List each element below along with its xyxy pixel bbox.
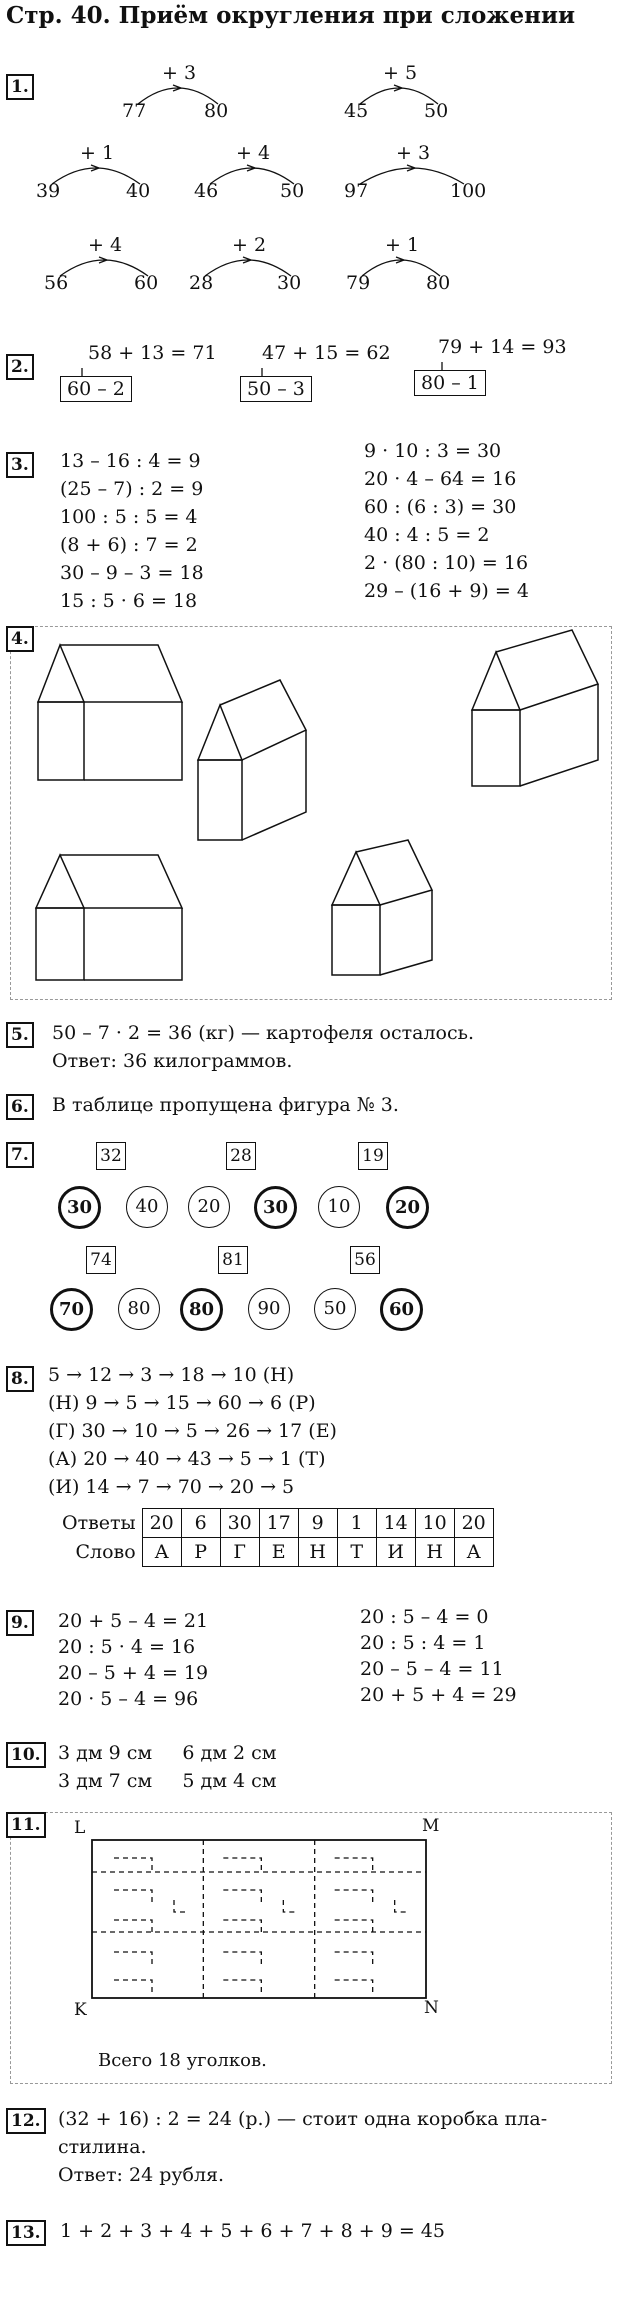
task-11-text: Всего 18 уголков. — [98, 2050, 267, 2071]
answer-cell: 20 — [454, 1509, 493, 1538]
task-5-line-2: Ответ: 36 килограммов. — [52, 1050, 293, 1072]
arc-to-number: 60 — [134, 272, 159, 294]
task-7-square: 74 — [86, 1246, 116, 1274]
task-3-left-line: (8 + 6) : 7 = 2 — [60, 534, 198, 556]
answers-label: Ответы — [62, 1512, 136, 1534]
letter-cell: А — [454, 1538, 493, 1567]
task-7-circle: 30 — [254, 1186, 297, 1229]
task-5-line-1: 50 – 7 · 2 = 36 (кг) — картофеля осталось. — [52, 1022, 474, 1044]
task-8-chain-line: (Г) 30 → 10 → 5 → 26 → 17 (Е) — [48, 1420, 337, 1442]
arc-arrow — [360, 168, 464, 184]
task-7-circle: 50 — [314, 1288, 356, 1330]
answer-cell: 10 — [415, 1509, 454, 1538]
letter-cell: Г — [220, 1538, 259, 1567]
task-3-left-line: 100 : 5 : 5 = 4 — [60, 506, 198, 528]
arc-from-number: 28 — [189, 272, 214, 294]
letter-cell: Н — [298, 1538, 337, 1567]
task-3-right-line: 40 : 4 : 5 = 2 — [364, 524, 490, 546]
corner-mark-icon — [335, 1952, 373, 1964]
task-1-arcs-svg — [0, 0, 622, 330]
task-3-right-line: 9 · 10 : 3 = 30 — [364, 440, 502, 462]
arc-step-label: + 1 — [80, 142, 115, 164]
task-3-left-line: 13 – 16 : 4 = 9 — [60, 450, 201, 472]
arc-step-label: + 3 — [396, 142, 431, 164]
task-4-label: 4. — [6, 626, 34, 652]
task-8-chain-line: 5 → 12 → 3 → 18 → 10 (Н) — [48, 1364, 295, 1386]
task-5-label: 5. — [6, 1022, 34, 1048]
answer-cell: 6 — [181, 1509, 220, 1538]
task-7-circle: 20 — [386, 1186, 429, 1229]
arc-from-number: 79 — [346, 272, 371, 294]
arc-step-label: + 4 — [236, 142, 271, 164]
task-7-circle: 60 — [380, 1288, 423, 1331]
arc-to-number: 40 — [126, 180, 151, 202]
task-12-line-1: (32 + 16) : 2 = 24 (р.) — стоит одна коробка пла- — [58, 2108, 548, 2130]
letter-cell: Е — [259, 1538, 298, 1567]
corner-mark-icon — [174, 1900, 186, 1912]
task-7-square: 28 — [226, 1142, 256, 1170]
arc-from-number: 46 — [194, 180, 219, 202]
arc-to-number: 30 — [277, 272, 302, 294]
task-3-right-line: 2 · (80 : 10) = 16 — [364, 552, 529, 574]
task-8-chain-line: (И) 14 → 7 → 70 → 20 → 5 — [48, 1476, 295, 1498]
corner-mark-icon — [223, 1920, 261, 1932]
task-11-label: 11. — [6, 1812, 46, 1838]
task-12-line-3: Ответ: 24 рубля. — [58, 2164, 225, 2186]
corner-label-k: K — [74, 2000, 87, 2020]
task-2-box-1: 60 – 2 — [60, 376, 132, 402]
corner-mark-icon — [114, 1890, 152, 1902]
page-title: Стр. 40. Приём округления при сложении — [6, 2, 576, 29]
task-7-square: 32 — [96, 1142, 126, 1170]
corner-label-l: L — [74, 1818, 86, 1838]
letter-cell: И — [376, 1538, 415, 1567]
rectangle-klmn — [92, 1840, 426, 1998]
corner-mark-icon — [223, 1980, 261, 1992]
corner-mark-icon — [335, 1858, 373, 1870]
letter-cell: Н — [415, 1538, 454, 1567]
task-2-eq-2: 47 + 15 = 62 — [262, 342, 391, 364]
task-13-label: 13. — [6, 2220, 46, 2246]
arc-from-number: 97 — [344, 180, 369, 202]
arc-to-number: 80 — [426, 272, 451, 294]
task-3-left-line: 15 : 5 · 6 = 18 — [60, 590, 198, 612]
task-7-square: 81 — [218, 1246, 248, 1274]
task-9-right-line: 20 – 5 – 4 = 11 — [360, 1658, 504, 1680]
arc-step-label: + 2 — [232, 234, 267, 256]
corner-mark-icon — [223, 1858, 261, 1870]
corner-mark-icon — [223, 1952, 261, 1964]
task-9-left-line: 20 : 5 · 4 = 16 — [58, 1636, 196, 1658]
task-10-line-1: 3 дм 9 см 6 дм 2 см — [58, 1742, 277, 1764]
arc-from-number: 39 — [36, 180, 61, 202]
task-2-box-2: 50 – 3 — [240, 376, 312, 402]
answer-cell: 14 — [376, 1509, 415, 1538]
corner-label-m: M — [422, 1816, 440, 1836]
answer-cell: 30 — [220, 1509, 259, 1538]
task-7-circle: 10 — [318, 1186, 360, 1228]
corner-mark-icon — [335, 1980, 373, 1992]
task-7-circle: 80 — [180, 1288, 223, 1331]
corner-mark-icon — [335, 1890, 373, 1902]
task-7-square: 56 — [350, 1246, 380, 1274]
task-6-text: В таблице пропущена фигура № 3. — [52, 1094, 399, 1116]
task-9-label: 9. — [6, 1610, 34, 1636]
corner-mark-icon — [114, 1920, 152, 1932]
arc-step-label: + 3 — [162, 62, 197, 84]
arc-from-number: 45 — [344, 100, 369, 122]
task-9-right-line: 20 + 5 + 4 = 29 — [360, 1684, 517, 1706]
corner-mark-icon — [335, 1920, 373, 1932]
task-3-label: 3. — [6, 452, 34, 478]
task-2-eq-1: 58 + 13 = 71 — [88, 342, 217, 364]
task-10-line-2: 3 дм 7 см 5 дм 4 см — [58, 1770, 277, 1792]
answer-cell: 20 — [142, 1509, 181, 1538]
task-3-right-line: 20 · 4 – 64 = 16 — [364, 468, 517, 490]
task-7-circle: 30 — [58, 1186, 101, 1229]
corner-mark-icon — [114, 1952, 152, 1964]
corner-mark-icon — [114, 1980, 152, 1992]
task-2-label: 2. — [6, 354, 34, 380]
letter-cell: А — [142, 1538, 181, 1567]
task-7-circle: 20 — [188, 1186, 230, 1228]
arc-to-number: 50 — [424, 100, 449, 122]
task-7-square: 19 — [358, 1142, 388, 1170]
task-9-left-line: 20 + 5 – 4 = 21 — [58, 1610, 209, 1632]
task-2-box-3: 80 – 1 — [414, 370, 486, 396]
task-3-right-line: 60 : (6 : 3) = 30 — [364, 496, 517, 518]
arc-step-label: + 1 — [385, 234, 420, 256]
task-12-line-2: стилина. — [58, 2136, 147, 2158]
task-9-right-line: 20 : 5 : 4 = 1 — [360, 1632, 486, 1654]
corner-mark-icon — [395, 1900, 407, 1912]
task-7-circle: 90 — [248, 1288, 290, 1330]
task-7-circle: 80 — [118, 1288, 160, 1330]
task-7-circle: 40 — [126, 1186, 168, 1228]
task-9-left-line: 20 – 5 + 4 = 19 — [58, 1662, 209, 1684]
letter-cell: Р — [181, 1538, 220, 1567]
arc-to-number: 80 — [204, 100, 229, 122]
corner-mark-icon — [283, 1900, 295, 1912]
task-9-right-line: 20 : 5 – 4 = 0 — [360, 1606, 489, 1628]
corner-mark-icon — [114, 1858, 152, 1870]
arc-to-number: 100 — [450, 180, 487, 202]
task-13-text: 1 + 2 + 3 + 4 + 5 + 6 + 7 + 8 + 9 = 45 — [60, 2220, 445, 2242]
arc-step-label: + 4 — [88, 234, 123, 256]
task-8-label: 8. — [6, 1366, 34, 1392]
task-3-right-line: 29 – (16 + 9) = 4 — [364, 580, 529, 602]
corner-label-n: N — [424, 1998, 439, 2018]
task-7-label: 7. — [6, 1142, 34, 1168]
task-12-label: 12. — [6, 2108, 46, 2134]
answer-cell: 9 — [298, 1509, 337, 1538]
task-3-left-line: (25 – 7) : 2 = 9 — [60, 478, 204, 500]
task-1-label: 1. — [6, 74, 34, 100]
answer-cell: 17 — [259, 1509, 298, 1538]
task-6-label: 6. — [6, 1094, 34, 1120]
answer-cell: 1 — [337, 1509, 376, 1538]
task-2-eq-3: 79 + 14 = 93 — [438, 336, 567, 358]
arc-from-number: 77 — [122, 100, 147, 122]
corner-mark-icon — [223, 1890, 261, 1902]
letter-cell: Т — [337, 1538, 376, 1567]
task-9-left-line: 20 · 5 – 4 = 96 — [58, 1688, 199, 1710]
task-7-circle: 70 — [50, 1288, 93, 1331]
arc-to-number: 50 — [280, 180, 305, 202]
task-3-left-line: 30 – 9 – 3 = 18 — [60, 562, 204, 584]
word-label: Слово — [75, 1541, 136, 1563]
task-8-chain-line: (Н) 9 → 5 → 15 → 60 → 6 (Р) — [48, 1392, 316, 1414]
arc-from-number: 56 — [44, 272, 69, 294]
arc-step-label: + 5 — [383, 62, 418, 84]
task-10-label: 10. — [6, 1742, 46, 1768]
task-8-chain-line: (А) 20 → 40 → 43 → 5 → 1 (Т) — [48, 1448, 326, 1470]
